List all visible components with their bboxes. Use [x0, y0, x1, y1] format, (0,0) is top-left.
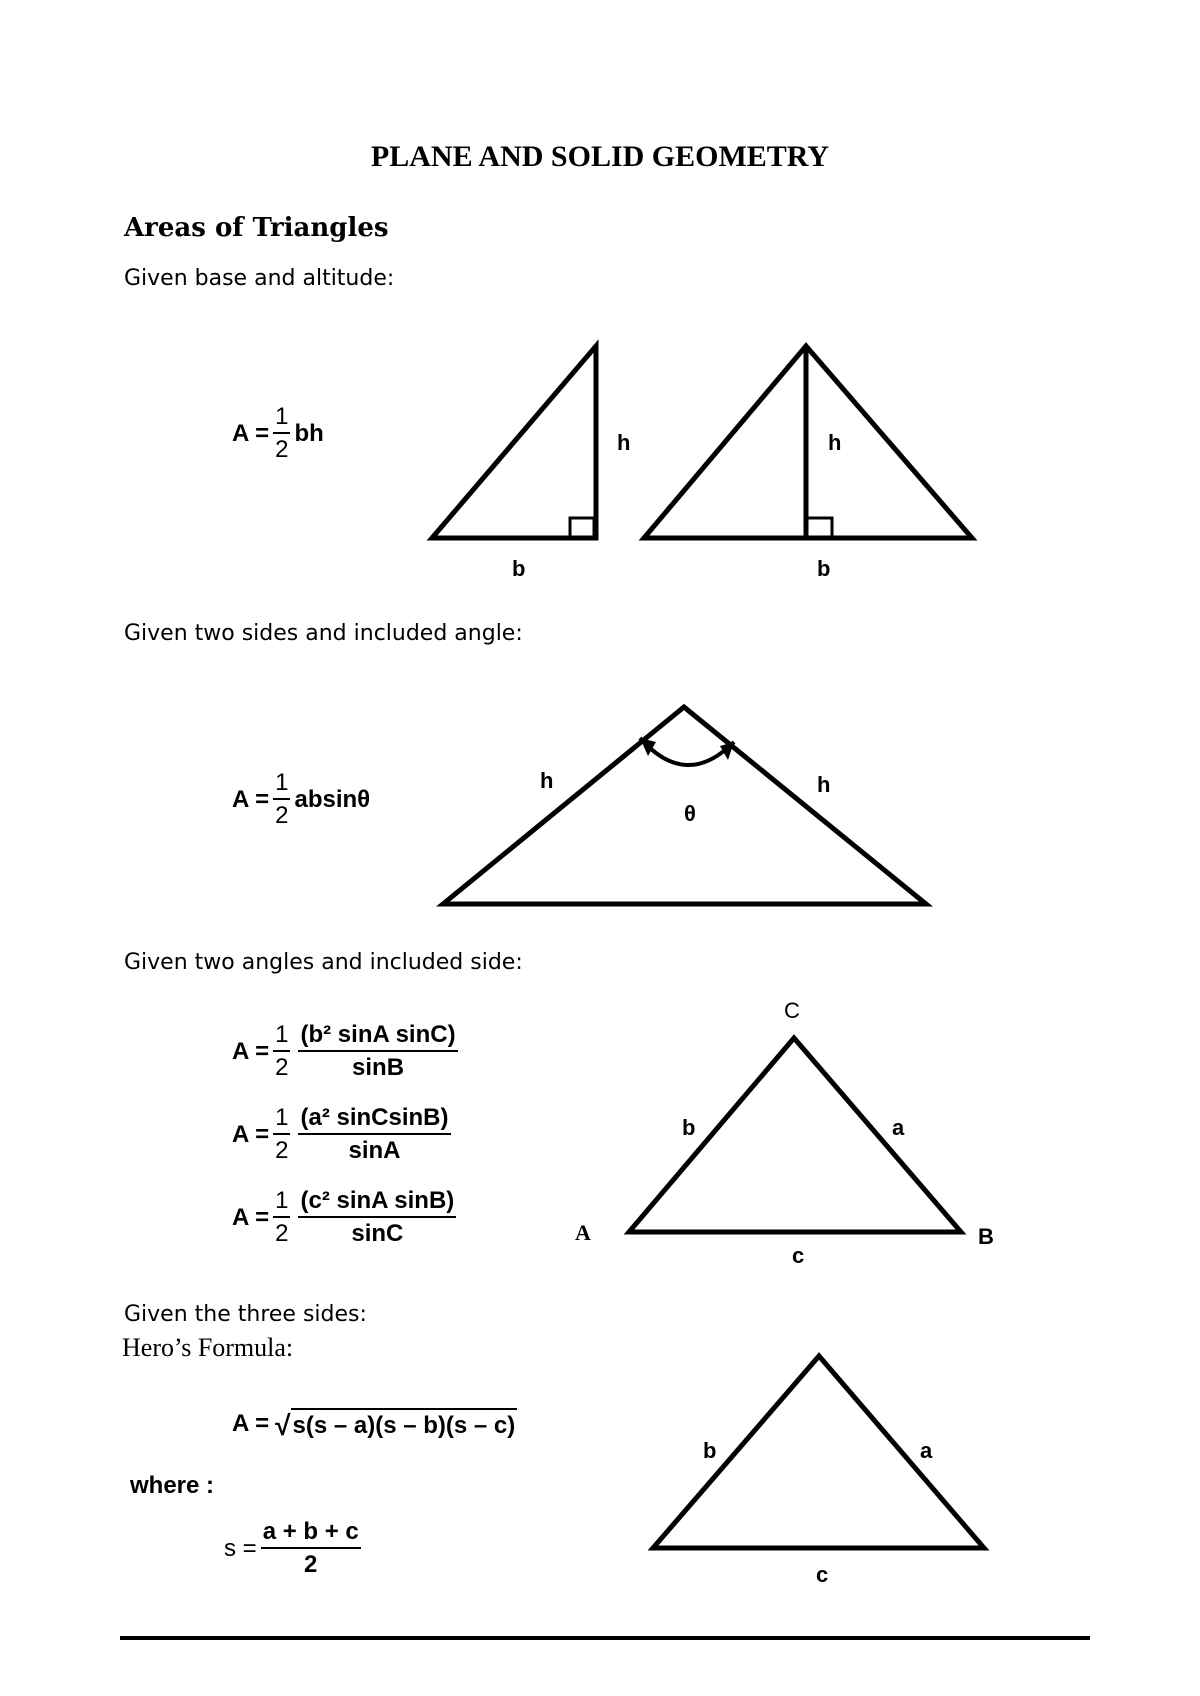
fraction-denominator: 2	[304, 1551, 318, 1578]
label-side-left: h	[540, 768, 554, 793]
radicand: s(s – a)(s – b)(s – c)	[291, 1408, 518, 1440]
fraction-numerator: (c² sinA sinB)	[298, 1186, 456, 1218]
fraction-denominator: 2	[275, 802, 289, 829]
formula-lhs: A =	[232, 1038, 270, 1065]
radical-sign-icon: √	[275, 1410, 291, 1441]
formula-lhs: A =	[232, 1410, 270, 1437]
fraction-numerator: 1	[273, 768, 290, 800]
caption-base-altitude: Given base and altitude:	[124, 266, 395, 291]
caption-two-sides-angle: Given two sides and included angle:	[124, 621, 523, 646]
formula-rhs: bh	[294, 420, 324, 447]
fraction-denominator: sinB	[352, 1054, 405, 1081]
formula-lhs: A =	[232, 1204, 270, 1231]
fraction-denominator: 2	[275, 1137, 289, 1164]
label-theta: θ	[684, 801, 696, 826]
label-vertex-b: B	[978, 1224, 994, 1249]
caption-two-angles-side: Given two angles and included side:	[124, 950, 523, 975]
triangle-abc	[629, 1038, 961, 1232]
formula-lhs: s =	[224, 1535, 257, 1562]
label-side-b: b	[682, 1115, 696, 1140]
caption-heros-formula: Hero’s Formula:	[122, 1333, 294, 1362]
right-angle-marker	[570, 518, 594, 538]
bottom-rule	[120, 1636, 1090, 1640]
label-vertex-a: A	[575, 1220, 591, 1245]
fraction-numerator: 1	[273, 402, 290, 434]
fraction-numerator: (a² sinCsinB)	[298, 1103, 450, 1135]
fraction-numerator: (b² sinA sinC)	[298, 1020, 457, 1052]
label-h: h	[617, 430, 631, 455]
formula-lhs: A =	[232, 786, 270, 813]
label-b: b	[512, 556, 526, 581]
where-label: where :	[130, 1472, 215, 1499]
label-side-a: a	[920, 1438, 933, 1463]
formula-lhs: A =	[232, 1121, 270, 1148]
label-h: h	[828, 430, 842, 455]
fraction-denominator: sinC	[351, 1220, 404, 1247]
fraction-numerator: 1	[273, 1020, 290, 1052]
page-title: PLANE AND SOLID GEOMETRY	[370, 140, 830, 173]
fraction-denominator: 2	[275, 436, 289, 463]
section-heading: Areas of Triangles	[124, 213, 389, 243]
right-angle-marker	[806, 518, 832, 538]
formula-lhs: A =	[232, 420, 270, 447]
label-vertex-c: C	[784, 998, 800, 1023]
label-b: b	[817, 556, 831, 581]
fraction-numerator: 1	[273, 1186, 290, 1218]
label-side-a: a	[892, 1115, 905, 1140]
label-side-c: c	[816, 1562, 829, 1587]
caption-three-sides: Given the three sides:	[124, 1302, 367, 1327]
fraction-numerator: 1	[273, 1103, 290, 1135]
fraction-denominator: sinA	[348, 1137, 401, 1164]
label-side-right: h	[817, 772, 831, 797]
fraction-denominator: 2	[275, 1220, 289, 1247]
label-side-c: c	[792, 1243, 805, 1268]
formula-rhs: absinθ	[294, 786, 371, 813]
fraction-numerator: a + b + c	[261, 1517, 361, 1549]
fraction-denominator: 2	[275, 1054, 289, 1081]
right-triangle	[432, 346, 596, 538]
label-side-b: b	[703, 1438, 717, 1463]
